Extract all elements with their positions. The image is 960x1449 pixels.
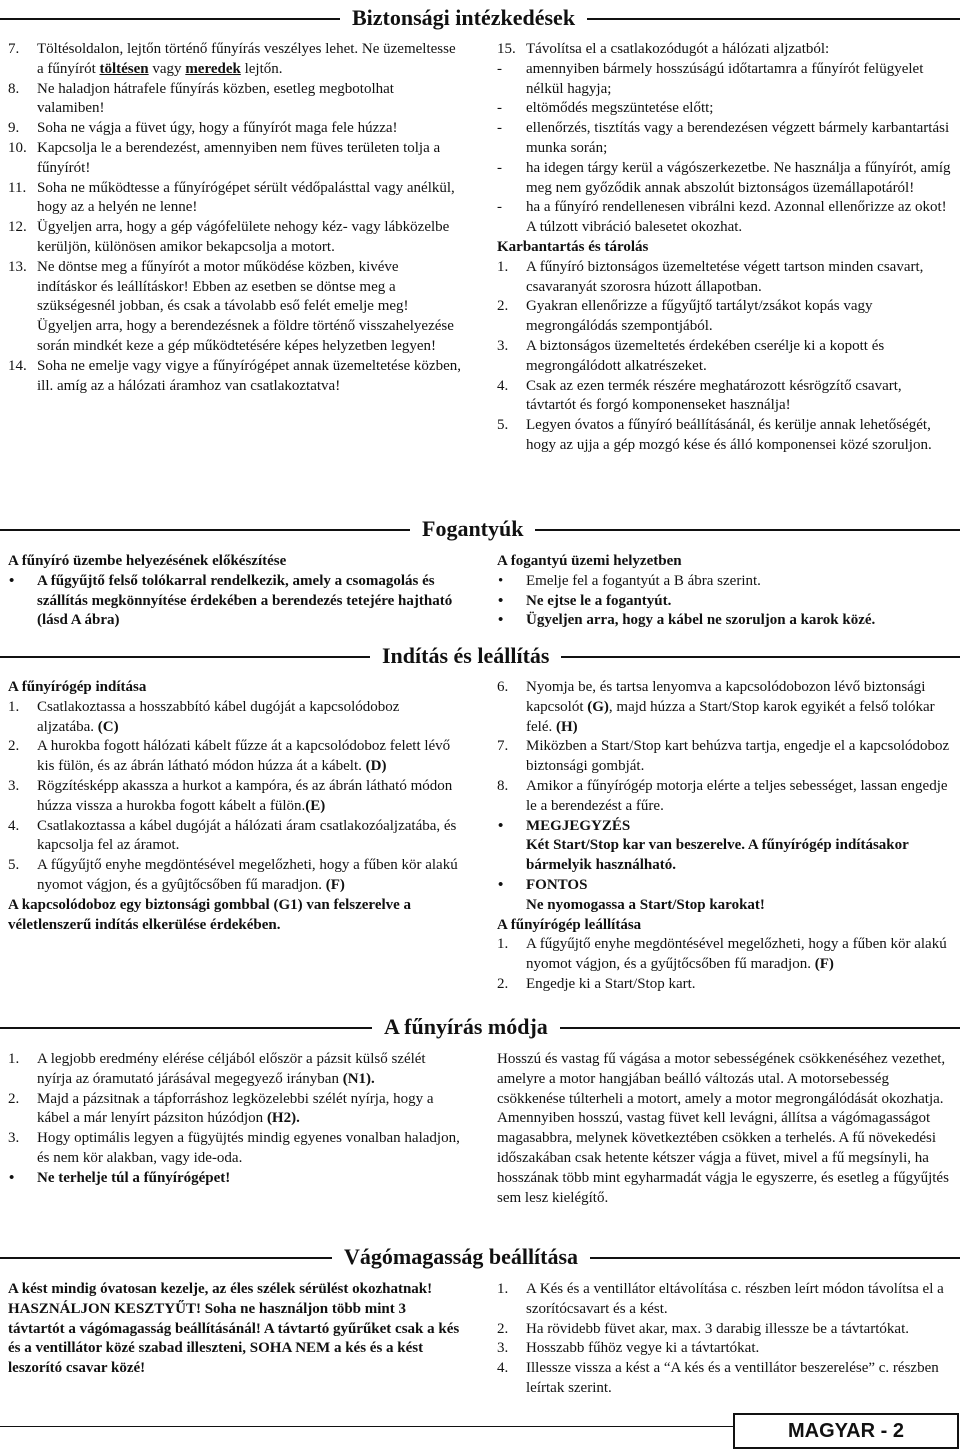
handles-right-column (497, 552, 955, 631)
mowing-right-column (497, 1050, 955, 1208)
list-item: 13. Ne döntse meg a fűnyírót a motor működése közben, kivéve indításkor és leállításkor! Ebben az esetben se döntse meg a szükségesnél jobban, és csak a távolabb eső felét emelje meg! Ügyeljen arra, hogy a berendezésnek a földre történő visszahelyezése során mindkét keze a gép működtetésére képes helyzetben legyen! (8, 258, 454, 354)
section-title-handles: Fogantyúk (410, 516, 535, 542)
list-item: 8. Ne haladjon hátrafele fűnyírás közben, esetleg megbotolhat valamiben! (8, 80, 394, 117)
list-item: 2. A hurokba fogott hálózati kábelt fűzze át a kapcsolódoboz felett lévő kis fülön, és az ábrán látható módon húzza át a kábelt. (D) (8, 738, 451, 775)
subheading-maintenance: Karbantartás és tárolás (497, 238, 649, 255)
list-item: 5. A fűgyűjtő enyhe megdöntésével megelőzheti, hogy a fűben kör alakú nyomot vágjon, és a gyûjtőcsőben fű maradjon. (F) (8, 857, 458, 893)
handles-left-column (8, 552, 460, 631)
list-item: 7. Töltésoldalon, lejtőn történő fűnyírás veszélyes lehet. Ne üzemeltesse a fűnyírót töltésen vagy meredek lejtőn. (8, 41, 456, 77)
subheading: A fűnyírógép indítása (8, 679, 147, 695)
height-right-column (497, 1280, 955, 1399)
list-item: 1. A fűnyíró biztonságos üzemeltetése végett tartson minden csavart, csavaranyát szorosra húzott állapotban. (497, 258, 924, 295)
bullet-item: • Emelje fel a fogantyút a B ábra szerint. (498, 572, 761, 589)
list-item: 3. Hogy optimális legyen a fügyüjtés mindig egyenes vonalban haladjon, és nem kör alakban, vagy ide-oda. (8, 1130, 460, 1166)
mowing-paragraph: Hosszú és vastag fű vágása a motor sebességének csökkenéséhez vezethet, amelyre a motor hangjában beálló változás utal. A motorsebesség csökkenése túlterheli a motort, amely a motor megrongálódását okozhatja. Amennyiben hosszú, vastag füvet kell levágni, állítsa a vágómagasságot magasabbra, melynek következtében csökken a terhelés. A fű növekedési időszakában csak hetente kétszer vágja a füvet, mivel a fű megsínyli, ha hosszának több mint egyharmadát vágja le egyszerre, és esetleg a fűgyűjtés sem lesz kielégítő. (497, 1051, 949, 1206)
list-item: 10. Kapcsolja le a berendezést, amennyiben nem füves területen tolja a fűnyírót! (8, 139, 441, 176)
list-item: 3. A biztonságos üzemeltetés érdekében cserélje ki a kopott és megrongálódott alkatrészeket. (497, 337, 885, 374)
list-item: 2. Engedje ki a Start/Stop kart. (497, 975, 696, 992)
dash-item: - amennyiben bármely hosszúságú időtartamra a fűnyírót felügyelet nélkül hagyja; (497, 60, 924, 97)
dash-item: - ha idegen tárgy kerül a vágószerkezetbe. Ne használja a fűnyírót, amíg meg nem győződik annak abszolút biztonságos üzemállapotáról! (497, 159, 951, 196)
list-item: 2. Ha rövidebb füvet akar, max. 3 darabig illessze be a távtartókat. (497, 1320, 909, 1337)
warning-paragraph: A kést mindig óvatosan kezelje, az éles szélek sérülést okozhatnak! HASZNÁLJON KESZTYŰT! Soha ne használjon több mint 3 távtartót a vágómagasság beállításánál! A távtartó gyűrűket csak a kés és a ventillátor közé szabad illeszteni, SOHA NEM a kés és a kést leszorító csavar közé! (8, 1281, 460, 1377)
list-item: 4. Csak az ezen termék részére meghatározott késrögzítő csavart, távtartót és forgó komponenseket használja! (497, 377, 902, 414)
dash-item: - ellenőrzés, tisztítás vagy a berendezésen végzett bármely karbantartási munka során; (497, 120, 950, 156)
note-item: • FONTOS Ne nyomogassa a Start/Stop karokat! (498, 876, 765, 913)
list-item: 1. A legjobb eredmény elérése céljából először a pázsit külső szélét nyírja az óramutató járásával megegyező irányban (N1). (8, 1051, 426, 1087)
section-title-height: Vágómagasság beállítása (332, 1244, 590, 1270)
list-item: 7. Miközben a Start/Stop kart behúzva tartja, engedje el a kapcsolódoboz biztonsági gombját. (497, 738, 950, 775)
bullet-item: • Ne terhelje túl a fűnyírógépet! (9, 1169, 231, 1186)
list-item: 11. Soha ne működtesse a fűnyírógépet sérült védőpalásttal vagy anélkül, hogy az a helyén ne lenne! (8, 179, 455, 216)
bullet-item: • A fűgyűjtő felső tolókarral rendelkezik, amely a csomagolás és szállítás megkönnyítése érdekében a berendezés tetejére hajtható (lásd A ábra) (9, 572, 453, 629)
note-item: • MEGJEGYZÉS Két Start/Stop kar van beszerelve. A fűnyírógép indításakor bármelyik használható. (498, 817, 909, 874)
height-left-column (8, 1280, 460, 1379)
list-item: 3. Hosszabb fűhöz vegye ki a távtartókat. (497, 1340, 760, 1357)
safety-left-column (8, 40, 462, 396)
section-title-safety: Biztonsági intézkedések (340, 5, 587, 31)
subheading: A fogantyú üzemi helyzetben (497, 553, 682, 569)
list-item: 4. Csatlakoztassa a kábel dugóját a hálózati áram csatlakozóaljzatába, és kapcsolja fel az áramot. (8, 817, 457, 854)
footer-label: MAGYAR - 2 (788, 1419, 904, 1442)
list-item: 9. Soha ne vágja a füvet úgy, hogy a fűnyírót maga fele húzza! (8, 120, 398, 137)
list-item: 4. Illessze vissza a kést a “A kés és a ventillátor beszerelése” c. részben leírtak szerint. (497, 1360, 939, 1396)
subheading: A fűnyírógép leállítása (497, 916, 642, 933)
list-item: 1. A fűgyűjtő enyhe megdöntésével megelőzheti, hogy a fűben kör alakú nyomot vágjon, és a gyűjtőcsőben fű maradjon. (F) (497, 936, 947, 973)
mowing-left-column (8, 1050, 460, 1189)
start-right-column (497, 678, 955, 995)
footer-rule (0, 1426, 733, 1427)
dash-item: - eltömődés megszüntetése előtt; (497, 100, 714, 117)
list-item: 12. Ügyeljen arra, hogy a gép vágófelülete nehogy kéz- vagy lábközelbe kerüljön, különösen amikor bekapcsolja a motort. (8, 219, 450, 255)
bullet-item: • Ne ejtse le a fogantyút. (498, 592, 672, 609)
list-item: 1. A Kés és a ventillátor eltávolítása c. részben leírt módon távolítsa el a szorítócsavart és a kést. (497, 1281, 944, 1317)
section-title-start-stop: Indítás és leállítás (370, 643, 561, 669)
page-footer (733, 1413, 959, 1449)
list-item: 2. Majd a pázsitnak a tápforráshoz legközelebbi szélét nyírja, hogy a kábel a már lenyírt pázsiton húzódjon (H2). (8, 1090, 434, 1127)
list-item: 8. Amikor a fűnyírógép motorja elérte a teljes sebességet, lassan engedje le a berendezést a fűre. (497, 777, 948, 814)
list-item: 3. Rögzítésképp akassza a hurkot a kampóra, és az ábrán látható módon húzza vissza a hurokba fogott kábelt a fülön.(E) (8, 777, 453, 814)
list-item: 1. Csatlakoztassa a hosszabbító kábel dugóját a kapcsolódoboz aljzatába. (C) (8, 698, 400, 735)
start-left-column (8, 678, 460, 935)
list-item: 5. Legyen óvatos a fűnyíró beállításánál, és kerülje annak lehetőségét, hogy az ujja a gép mozgó kése és álló komponensei közé szoruljon. (497, 417, 932, 453)
section-title-mowing: A fűnyírás módja (372, 1014, 560, 1040)
subheading: A fűnyíró üzembe helyezésének előkészítése (8, 553, 287, 569)
safety-note: A kapcsolódoboz egy biztonsági gombbal (G1) van felszerelve a véletlenszerű indítás elkerülése érdekében. (8, 896, 412, 933)
list-item: 14. Soha ne emelje vagy vigye a fűnyírógépet annak üzemeltetése közben, ill. amíg az a hálózati áramhoz van csatlakoztatva! (8, 357, 461, 394)
list-item: 15. Távolítsa el a csatlakozódugót a hálózati aljzatból: (497, 41, 830, 57)
dash-item: - ha a fűnyíró rendellenesen vibrálni kezd. Azonnal ellenőrizze az okot! A túlzott vibráció balesetet okozhat. (497, 199, 947, 236)
bullet-item: • Ügyeljen arra, hogy a kábel ne szoruljon a karok közé. (498, 612, 876, 629)
safety-right-column (497, 40, 955, 456)
list-item: 2. Gyakran ellenőrizze a fűgyűjtő tartályt/zsákot kopás vagy megrongálódás szempontjából. (497, 298, 873, 335)
list-item: 6. Nyomja be, és tartsa lenyomva a kapcsolódobozon lévő biztonsági kapcsolót (G), majd húzza a Start/Stop karok egyikét a felső tolókar felé. (H) (497, 679, 935, 735)
